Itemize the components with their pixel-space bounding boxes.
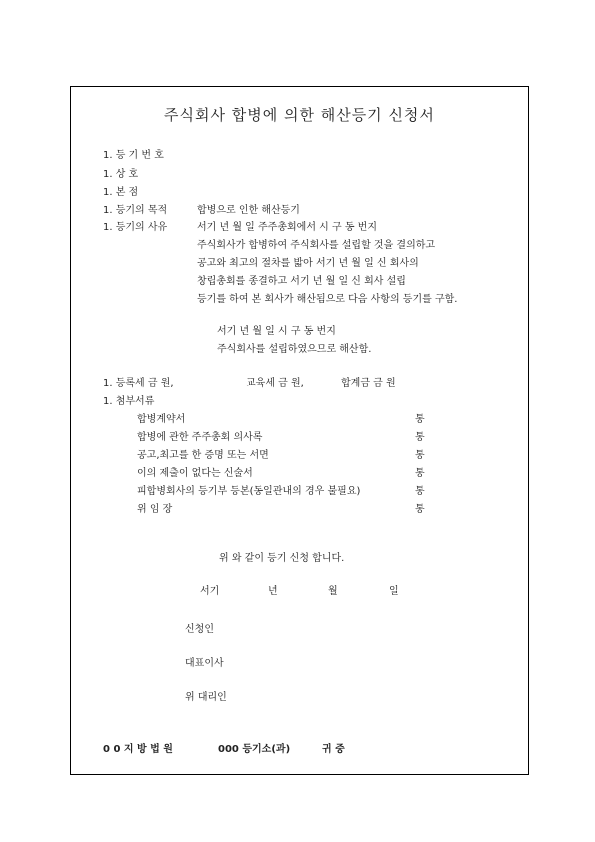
date-month: 월 <box>328 586 338 597</box>
court-name: 0 0 지 방 법 원 <box>103 744 173 755</box>
attachment-item: 공고,최고를 한 증명 또는 서면 <box>137 450 269 461</box>
summary-line-2: 주식회사를 설립하였으므로 해산함. <box>217 344 372 355</box>
attachment-item: 피합병회사의 등기부 등본(동일관내의 경우 불필요) <box>137 486 361 497</box>
applicant-label: 신청인 <box>185 624 214 635</box>
head-office-label: 1. 본 점 <box>103 187 139 198</box>
attachment-item: 합병에 관한 주주총회 의사록 <box>137 432 263 443</box>
attachment-unit: 통 <box>415 486 425 497</box>
addressee: 귀 중 <box>322 744 345 755</box>
attachment-item: 위 임 장 <box>137 504 173 515</box>
purpose-label: 1. 등기의 목적 <box>103 205 168 216</box>
attachment-unit: 통 <box>415 432 425 443</box>
reg-tax-field: 1. 등록세 금 원, <box>103 378 174 389</box>
date-day: 일 <box>389 586 399 597</box>
attachments-heading: 1. 첨부서류 <box>103 396 155 407</box>
date-era: 서기 <box>200 586 220 597</box>
attachment-item: 합병계약서 <box>137 414 186 425</box>
date-year: 년 <box>268 586 278 597</box>
attachment-unit: 통 <box>415 450 425 461</box>
cause-line-2: 주식회사가 합병하여 주식회사를 설립할 것을 결의하고 <box>197 240 436 251</box>
form-border <box>70 86 529 775</box>
cause-line-1: 서기 년 월 일 주주총회에서 시 구 동 번지 <box>197 222 377 233</box>
registry-office: 000 등기소(과) <box>218 744 291 755</box>
attachment-unit: 통 <box>415 414 425 425</box>
purpose-value: 합병으로 인한 해산등기 <box>197 205 300 216</box>
cause-line-3: 공고와 최고의 절차를 밟아 서기 년 월 일 신 회사의 <box>197 258 419 269</box>
total-fee-field: 합계금 금 원 <box>341 378 396 389</box>
cause-label: 1. 등기의 사유 <box>103 222 168 233</box>
attachment-item: 이의 제출이 없다는 신술서 <box>137 468 253 479</box>
document-title: 주식회사 합병에 의한 해산등기 신청서 <box>164 106 435 124</box>
attachment-unit: 통 <box>415 468 425 479</box>
agent-label: 위 대리인 <box>185 692 227 703</box>
cause-line-5: 등기를 하여 본 회사가 해산됨으로 다음 사항의 등기를 구함. <box>197 294 458 305</box>
representative-label: 대표이사 <box>185 658 224 669</box>
reg-no-label: 1. 등 기 번 호 <box>103 150 164 161</box>
edu-tax-field: 교육세 금 원, <box>246 378 304 389</box>
summary-line-1: 서기 년 월 일 시 구 동 번지 <box>217 326 336 337</box>
trade-name-label: 1. 상 호 <box>103 169 139 180</box>
attachment-unit: 통 <box>415 504 425 515</box>
closing-statement: 위 와 같이 등기 신청 합니다. <box>219 553 345 564</box>
cause-line-4: 창립총회를 종결하고 서기 년 월 일 신 회사 설립 <box>197 276 406 287</box>
